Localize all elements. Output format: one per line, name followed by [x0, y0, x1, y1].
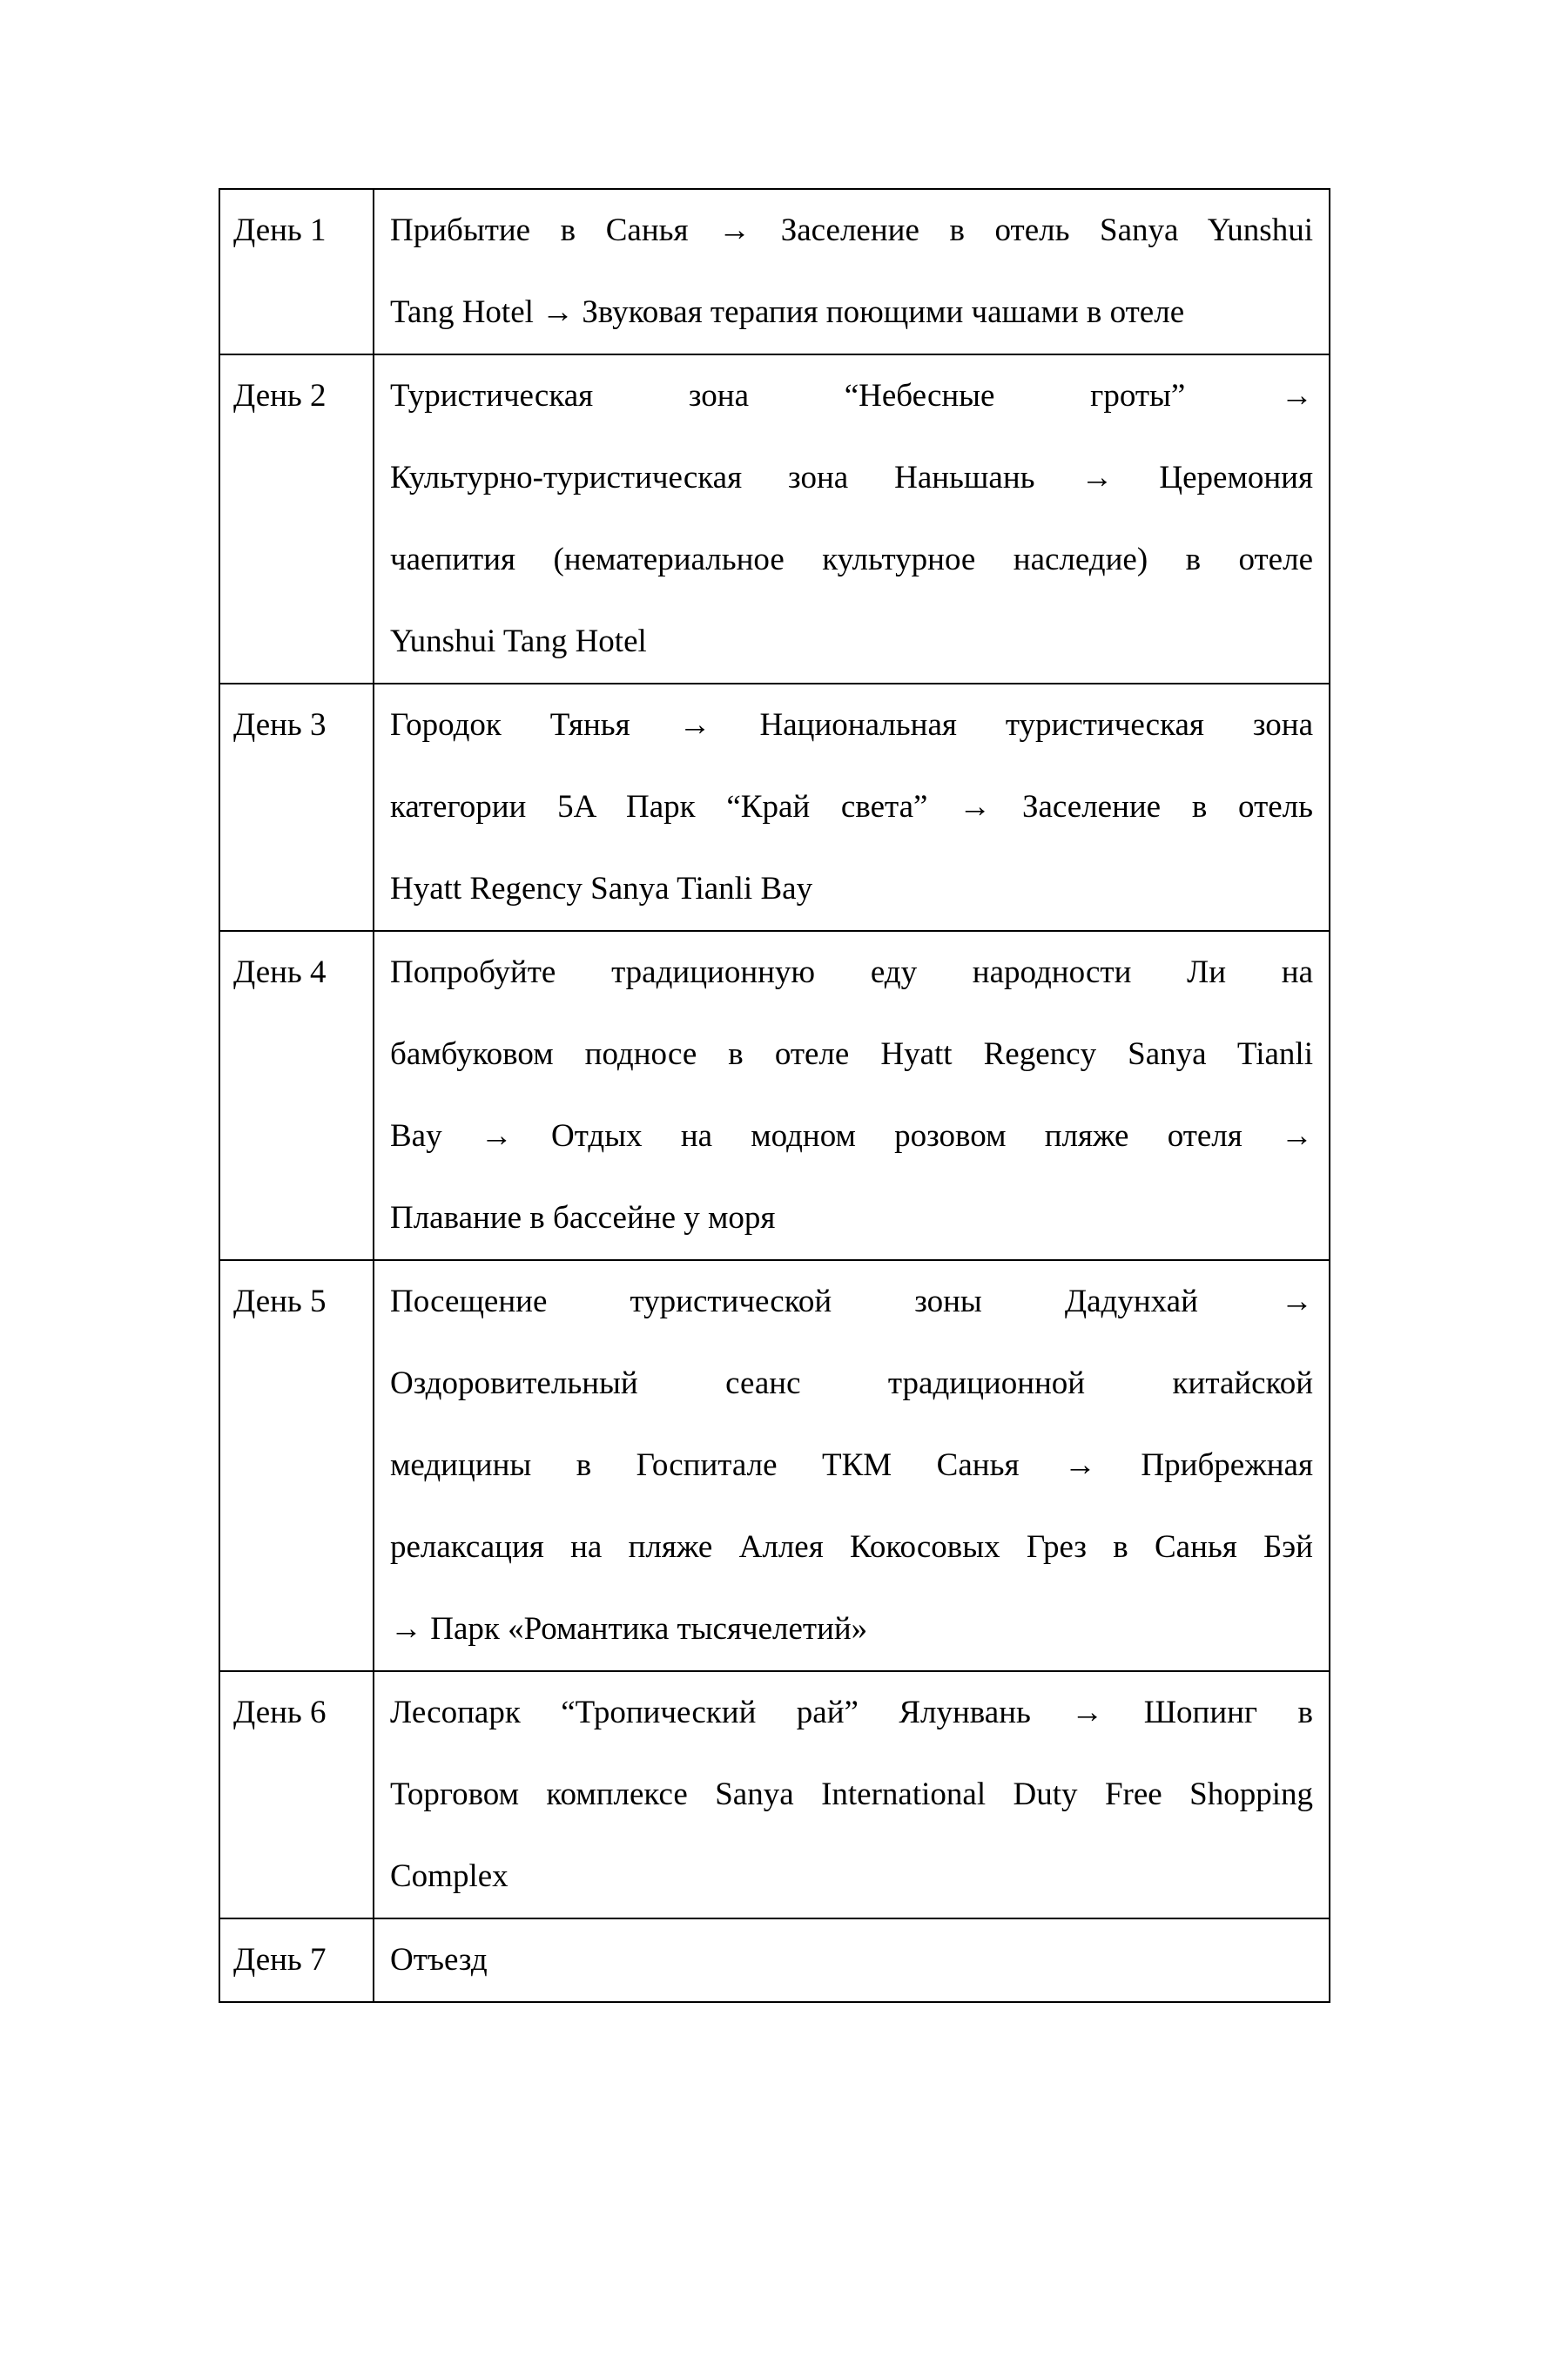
itinerary-line: категории 5A Парк “Край света” → Заселение в отель	[390, 789, 1313, 825]
itinerary-cell	[374, 1260, 1330, 1671]
document-page	[0, 188, 1549, 2380]
table-row	[219, 189, 1330, 354]
itinerary-cell	[374, 1918, 1330, 2002]
day-label: День 7	[219, 1918, 374, 2002]
itinerary-line: чаепития (нематериальное культурное наследие) в отеле	[390, 542, 1313, 577]
itinerary-table-body	[219, 189, 1330, 2002]
itinerary-line: Tang Hotel → Звуковая терапия поющими чашами в отеле	[390, 294, 1185, 330]
itinerary-cell	[374, 684, 1330, 931]
itinerary-line: Плавание в бассейне у моря	[390, 1200, 776, 1236]
itinerary-line: Complex	[390, 1858, 508, 1894]
day-label: День 3	[219, 684, 374, 931]
itinerary-line: Прибытие в Санья → Заселение в отель Sanya Yunshui	[390, 212, 1313, 248]
day-label: День 2	[219, 354, 374, 684]
itinerary-line: Туристическая зона “Небесные гроты” →	[390, 378, 1313, 414]
itinerary-line: Лесопарк “Тропический рай” Ялунвань → Шопинг в	[390, 1695, 1313, 1730]
itinerary-line: Посещение туристической зоны Дадунхай →	[390, 1284, 1313, 1319]
itinerary-cell	[374, 1671, 1330, 1918]
itinerary-line: Оздоровительный сеанс традиционной китайской	[390, 1365, 1313, 1401]
table-row	[219, 1260, 1330, 1671]
table-row	[219, 1918, 1330, 2002]
itinerary-line: Yunshui Tang Hotel	[390, 624, 647, 659]
day-label: День 4	[219, 931, 374, 1260]
itinerary-line: бамбуковом подносе в отеле Hyatt Regency Sanya Tianli	[390, 1036, 1313, 1072]
itinerary-line: → Парк «Романтика тысячелетий»	[390, 1611, 868, 1647]
itinerary-table	[219, 188, 1330, 2003]
day-label: День 1	[219, 189, 374, 354]
itinerary-line: Отъезд	[390, 1942, 488, 1978]
table-row	[219, 931, 1330, 1260]
itinerary-line: Городок Тянья → Национальная туристическая зона	[390, 707, 1313, 743]
itinerary-line: релаксация на пляже Аллея Кокосовых Грез в Санья Бэй	[390, 1529, 1313, 1565]
itinerary-line: медицины в Госпитале ТКМ Санья → Прибрежная	[390, 1447, 1313, 1483]
day-label: День 5	[219, 1260, 374, 1671]
itinerary-line: Попробуйте традиционную еду народности Ли на	[390, 954, 1313, 990]
day-label: День 6	[219, 1671, 374, 1918]
itinerary-line: Культурно-туристическая зона Наньшань → Церемония	[390, 460, 1313, 496]
table-row	[219, 1671, 1330, 1918]
table-row	[219, 354, 1330, 684]
itinerary-line: Hyatt Regency Sanya Tianli Bay	[390, 871, 813, 907]
itinerary-cell	[374, 189, 1330, 354]
itinerary-line: Торговом комплексе Sanya International Duty Free Shopping	[390, 1777, 1313, 1812]
table-row	[219, 684, 1330, 931]
itinerary-cell	[374, 931, 1330, 1260]
itinerary-line: Bay → Отдых на модном розовом пляже отеля →	[390, 1118, 1313, 1154]
itinerary-cell	[374, 354, 1330, 684]
